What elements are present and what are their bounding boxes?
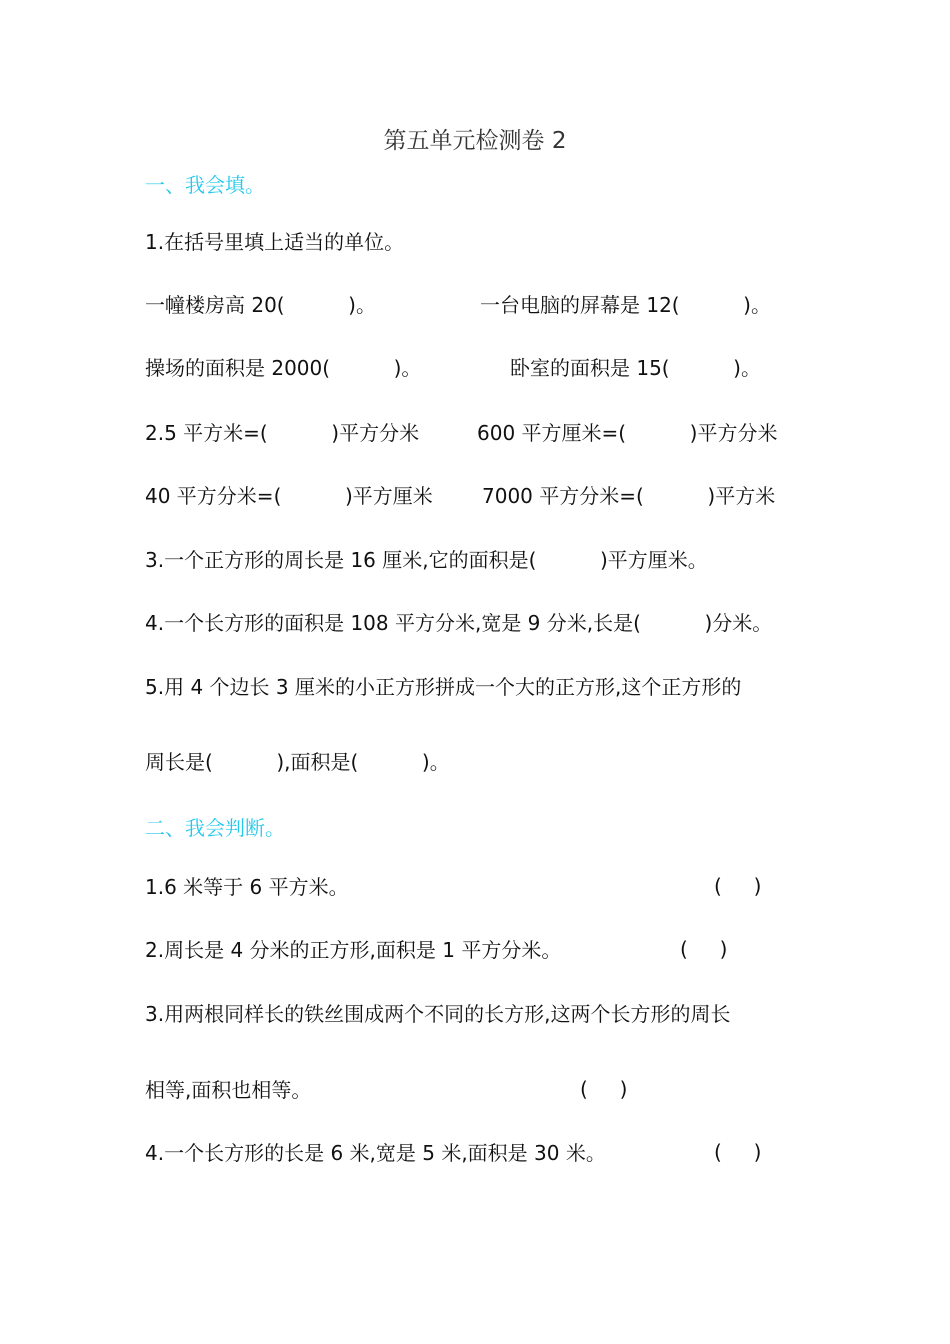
judge-q3-answer-bracket[interactable]: ( ) bbox=[580, 1077, 628, 1101]
judge-q3-line1: 3.用两根同样长的铁丝围成两个不同的长方形,这两个长方形的周长 bbox=[145, 1002, 731, 1026]
q2-item-3: 40 平方分米=( )平方厘米 bbox=[145, 484, 433, 508]
q1-item-playground: 操场的面积是 2000( )。 bbox=[145, 356, 422, 380]
judge-q4: 4.一个长方形的长是 6 米,宽是 5 米,面积是 30 米。 bbox=[145, 1141, 606, 1165]
q4-text: 4.一个长方形的面积是 108 平方分米,宽是 9 分米,长是( )分米。 bbox=[145, 611, 773, 635]
q5-line1: 5.用 4 个边长 3 厘米的小正方形拼成一个大的正方形,这个正方形的 bbox=[145, 675, 742, 699]
q2-item-1: 2.5 平方米=( )平方分米 bbox=[145, 421, 420, 445]
page-title: 第五单元检测卷 2 bbox=[383, 128, 567, 154]
q5-line2: 周长是( ),面积是( )。 bbox=[145, 750, 450, 774]
judge-q2: 2.周长是 4 分米的正方形,面积是 1 平方分米。 bbox=[145, 938, 562, 962]
q3-text: 3.一个正方形的周长是 16 厘米,它的面积是( )平方厘米。 bbox=[145, 548, 708, 572]
q2-item-4: 7000 平方分米=( )平方米 bbox=[482, 484, 776, 508]
q2-item-2: 600 平方厘米=( )平方分米 bbox=[477, 421, 778, 445]
q1-stem: 1.在括号里填上适当的单位。 bbox=[145, 230, 405, 254]
section2-heading: 二、我会判断。 bbox=[145, 816, 285, 840]
judge-q3-line2: 相等,面积也相等。 bbox=[145, 1078, 312, 1102]
judge-q1: 1.6 米等于 6 平方米。 bbox=[145, 875, 349, 899]
section1-heading: 一、我会填。 bbox=[145, 173, 265, 197]
q1-item-screen: 一台电脑的屏幕是 12( )。 bbox=[480, 293, 771, 317]
judge-q2-answer-bracket[interactable]: ( ) bbox=[680, 937, 728, 961]
q1-item-bedroom: 卧室的面积是 15( )。 bbox=[510, 356, 761, 380]
q1-item-building: 一幢楼房高 20( )。 bbox=[145, 293, 376, 317]
judge-q1-answer-bracket[interactable]: ( ) bbox=[714, 874, 762, 898]
judge-q4-answer-bracket[interactable]: ( ) bbox=[714, 1140, 762, 1164]
